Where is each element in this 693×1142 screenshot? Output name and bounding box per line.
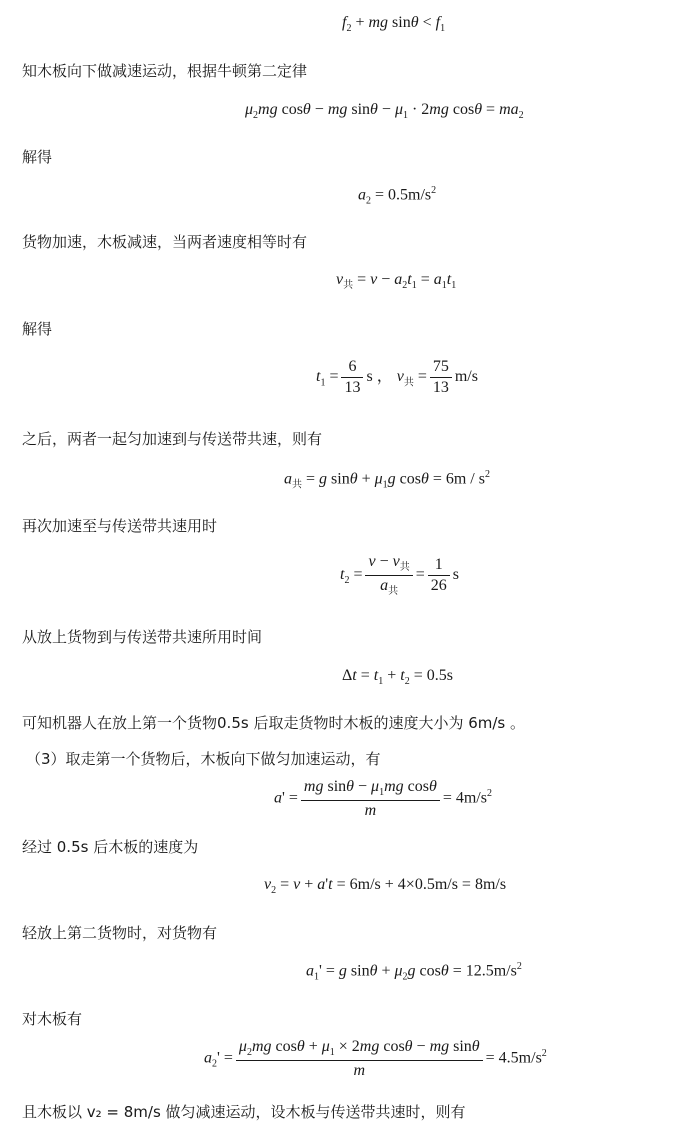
paragraph-deceleration: 知木板向下做减速运动，根据牛顿第二定律 [22, 62, 308, 80]
paragraph-conclusion-speed: 可知机器人在放上第一个货物0.5s 后取走货物时木板的速度大小为 6m/s 。 [22, 714, 526, 732]
paragraph-solve-1: 解得 [22, 148, 53, 166]
equation-newton-second-law: $\mu_2mg$ cosθ − mg $\sin\theta - \mu_1 \cdot 2mg$ $\cos\theta = ma_2$ [245, 101, 524, 122]
equation-friction-inequality: $f_2$ + mg $\sin\theta < f_1$ [342, 14, 446, 35]
equation-delta-t: $\Delta t = t_1 + t_2 = 0.5s$ [342, 667, 453, 688]
equation-a2-result: $a_2 = 0.5m/s^2$ [358, 185, 437, 207]
paragraph-board-decelerates: 且木板以 v₂ = 8m/s 做匀减速运动，设木板与传送带共速时，则有 [22, 1103, 466, 1121]
paragraph-total-time: 从放上货物到与传送带共速所用时间 [22, 628, 263, 646]
paragraph-second-cargo: 轻放上第二货物时，对货物有 [22, 924, 218, 942]
equation-t2: $t_2$ = $\frac{v - v_共}{a_共}$ = $\frac{1}{26}$ s [340, 553, 459, 597]
paragraph-equal-speed: 货物加速，木板减速，当两者速度相等时有 [22, 233, 308, 251]
equation-a1-prime: $a_1' = g$ $\sin\theta + \mu_2g$ $\cos\theta = 12.5m/s^2$ [306, 961, 522, 983]
paragraph-after-half-second: 经过 0.5s 后木板的速度为 [22, 838, 199, 856]
paragraph-accelerate-together: 之后，两者一起匀加速到与传送带共速，则有 [22, 430, 323, 448]
equation-a-prime: a' = $\frac{mg \sin\theta - \mu_1mg \cos\theta}{m}$ = $4m/s^2$ [274, 778, 492, 819]
paragraph-solve-2: 解得 [22, 320, 53, 338]
equation-t1-vcommon: $t_1$ = $\frac{6}{13}$ s ， $v_共$ = $\frac{75}{13}$ m/s [316, 358, 478, 396]
equation-v2: $v_2 = v + a't = 6m/s + 4\times 0.5m/s = 8m/s$ [264, 876, 507, 897]
paragraph-for-board: 对木板有 [22, 1010, 83, 1028]
equation-common-velocity: $v_共 = v - a_2t_1 = a_1t_1$ [336, 271, 457, 292]
equation-a2-prime: $a_2'$ = $\frac{\mu_2mg \cos\theta + \mu_1 \times 2mg \cos\theta - mg \sin\theta}{m}$ = $4.5m/s^2$ [204, 1038, 547, 1079]
paragraph-reaccelerate: 再次加速至与传送带共速用时 [22, 517, 218, 535]
paragraph-part-3: （3）取走第一个货物后，木板向下做匀加速运动，有 [26, 750, 381, 768]
equation-a-common: $a_共 = g$ $\sin\theta + \mu_1g$ $\cos\theta = 6m / s^2$ [284, 469, 490, 491]
